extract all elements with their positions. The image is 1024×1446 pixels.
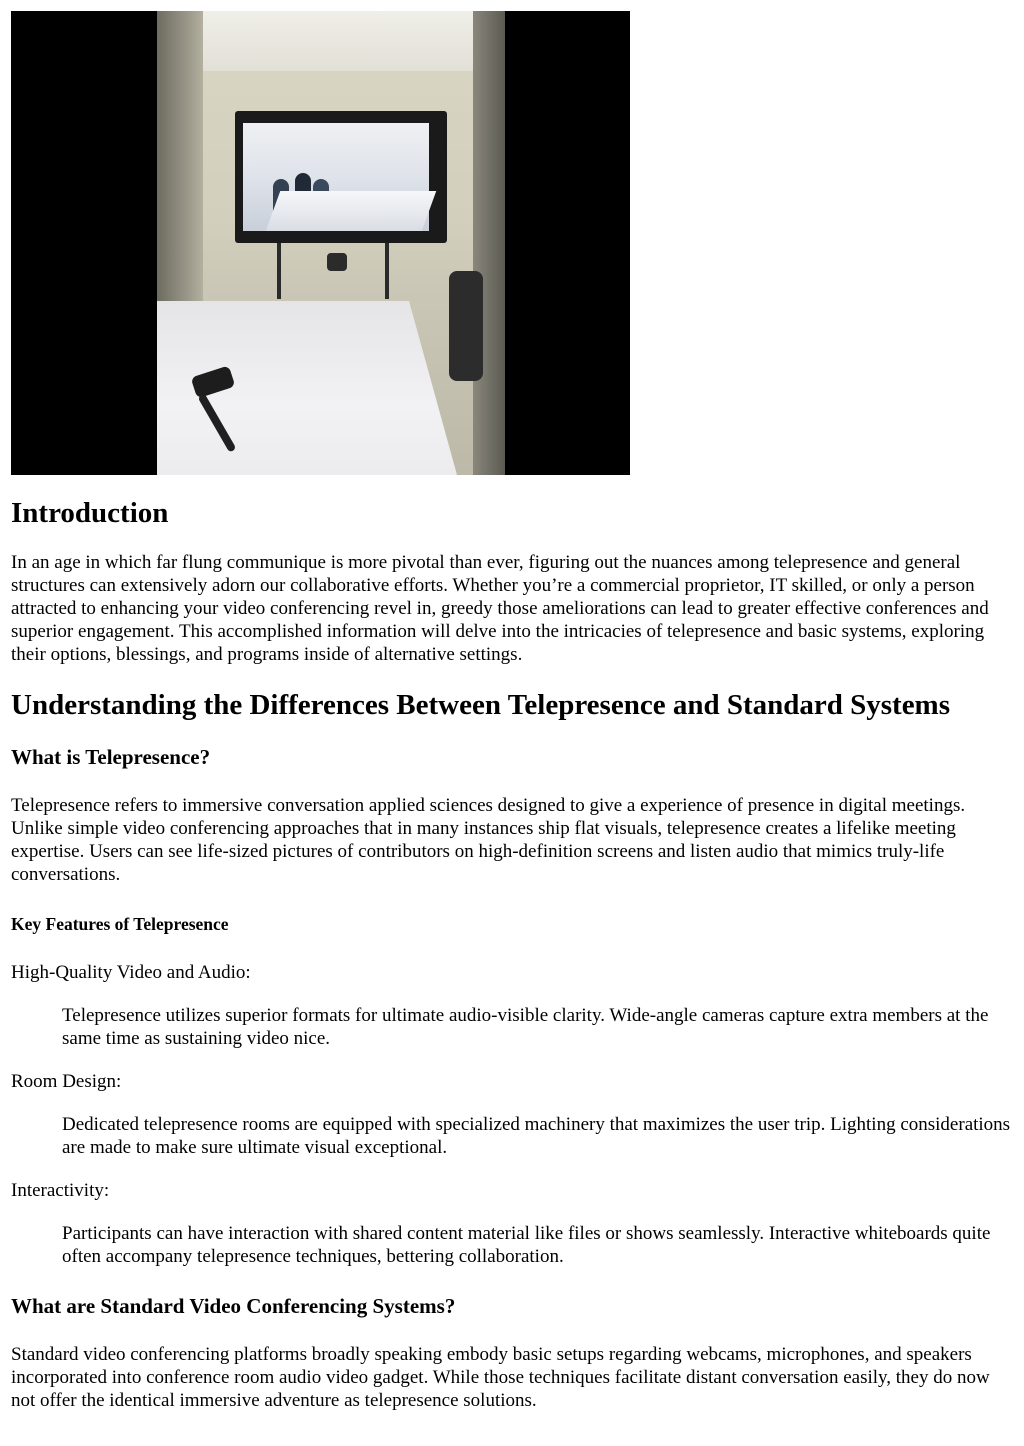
feature-term: Interactivity: [11, 1179, 110, 1201]
display-screen [243, 123, 429, 231]
section-heading: Understanding the Differences Between Telepresence and Standard Systems [11, 688, 951, 721]
chair [449, 271, 483, 381]
feature-description: Dedicated telepresence rooms are equipped with specialized machinery that maximizes the user trip. Lighting considerations are made to make sure ultimate visual exceptional. [62, 1113, 1011, 1158]
telepresence-heading: What is Telepresence? [11, 744, 211, 769]
article-content [11, 496, 1013, 1432]
feature-term: High-Quality Video and Audio: [11, 961, 251, 983]
ceiling [203, 11, 473, 71]
conference-room-photo [11, 11, 630, 475]
features-heading: Key Features of Telepresence [11, 913, 229, 934]
remote-table [266, 191, 437, 231]
photo-frame [157, 11, 505, 475]
intro-paragraph: In an age in which far flung communique is more pivotal than ever, figuring out the nuances among telepresence and general structures can extensively adorn our collaborative efforts. Whether you’re a commercial proprietor, IT skilled, or only a person attracted to enhancing your video conferencing revel in, greedy those ameliorations can lead to greater effective conferences and superior engagement. This accomplished information will delve into the intricacies of telepresence and basic systems, exploring their options, blessings, and programs inside of alternative settings. [11, 551, 989, 665]
conference-camera [327, 253, 347, 271]
display-stand-left [277, 243, 281, 299]
feature-description: Participants can have interaction with shared content material like files or shows seamlessly. Interactive whiteboards quite often accompany telepresence techniques, bettering collaboration. [62, 1222, 991, 1267]
display-stand-right [385, 243, 389, 299]
standard-heading: What are Standard Video Conferencing Systems? [11, 1293, 456, 1318]
feature-description: Telepresence utilizes superior formats for ultimate audio-visible clarity. Wide-angle cameras capture extra members at the same time as sustaining video nice. [62, 1004, 989, 1049]
standard-paragraph: Standard video conferencing platforms broadly speaking embody basic setups regarding webcams, microphones, and speakers incorporated into conference room audio video gadget. While those techniques facilitate distant conversation easily, they do now not offer the identical immersive adventure as telepresence solutions. [11, 1343, 990, 1411]
feature-term: Room Design: [11, 1070, 122, 1092]
right-wall [473, 11, 505, 475]
wall-display [235, 111, 447, 243]
telepresence-paragraph: Telepresence refers to immersive conversation applied sciences designed to give a experience of presence in digital meetings. Unlike simple video conferencing approaches that in many instances ship flat visuals, telepresence creates a lifelike meeting expertise. Users can see life-sized pictures of contributors on high-definition screens and listen audio that mimics truly-life conversations. [11, 794, 966, 885]
intro-heading: Introduction [11, 497, 169, 529]
